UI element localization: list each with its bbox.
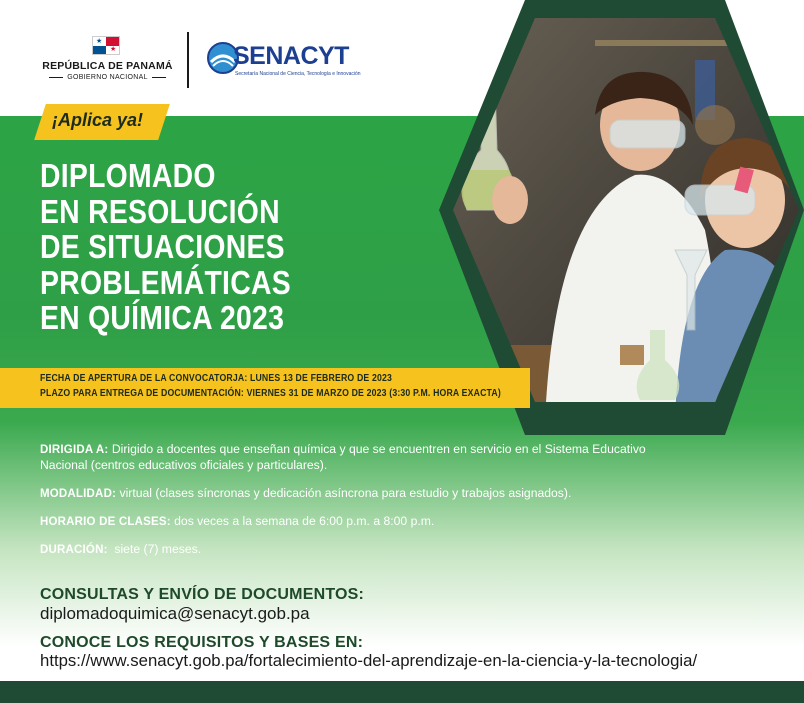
detail-text: dos veces a la semana de 6:00 p.m. a 8:00 p.m.	[170, 514, 435, 528]
gov-title: REPÚBLICA DE PANAMÁ	[42, 60, 173, 72]
org-name: SENACYT	[233, 42, 349, 70]
apply-now-badge	[40, 104, 178, 140]
apply-now-label: ¡Aplica ya!	[52, 110, 144, 130]
header-divider	[187, 32, 189, 88]
deadline-date: PLAZO PARA ENTREGA DE DOCUMENTACIÓN: VIERNES 31 DE MARZO DE 2023 (3:30 P.M. HORA EXACTA)	[40, 387, 501, 399]
senacyt-logo	[205, 40, 361, 85]
detail-target-audience	[40, 442, 680, 473]
panama-flag-icon: ★ ★	[92, 36, 120, 55]
detail-duration	[40, 542, 680, 558]
contact-email-link[interactable]: diplomadoquimica@senacyt.gob.pa	[40, 604, 310, 623]
detail-text: siete (7) meses.	[107, 542, 202, 556]
detail-label: DURACIÓN:	[40, 544, 108, 556]
headline	[40, 158, 460, 336]
detail-label: MODALIDAD:	[40, 488, 117, 500]
detail-label: HORARIO DE CLASES:	[40, 516, 171, 528]
headline-line: PROBLEMÁTICAS	[40, 263, 291, 301]
detail-schedule	[40, 514, 680, 530]
dates-banner	[0, 368, 530, 408]
detail-text: virtual (clases síncronas y dedicación asíncrona para estudio y trabajos asignados).	[116, 486, 572, 500]
headline-line: DIPLOMADO	[40, 157, 216, 194]
requirements-url-link[interactable]: https://www.senacyt.gob.pa/fortalecimiento-del-aprendizaje-en-la-ciencia-y-la-tecnologia/	[40, 651, 698, 670]
government-logo	[40, 36, 175, 88]
headline-line: EN QUÍMICA 2023	[40, 299, 285, 336]
detail-label: DIRIGIDA A:	[40, 444, 109, 456]
footer-bar	[0, 681, 804, 703]
detail-text: Dirigido a docentes que enseñan química y que se encuentren en servicio en el Sistema Educativo Nacional (centros educativos oficiales y particulares).	[40, 442, 646, 472]
contact-title: CONSULTAS Y ENVÍO DE DOCUMENTOS:	[40, 586, 365, 603]
headline-line: DE SITUACIONES	[40, 228, 285, 265]
detail-modality	[40, 486, 680, 502]
org-subtitle: Secretaría Nacional de Ciencia, Tecnología e Innovación	[235, 71, 361, 77]
headline-line: EN RESOLUCIÓN	[40, 192, 280, 230]
gov-subtitle: GOBIERNO NACIONAL	[40, 74, 175, 81]
opening-date: FECHA DE APERTURA DE LA CONVOCATORJA: LUNES 13 DE FEBRERO DE 2023	[40, 372, 393, 384]
requirements-title: CONOCE LOS REQUISITOS Y BASES EN:	[40, 634, 364, 651]
